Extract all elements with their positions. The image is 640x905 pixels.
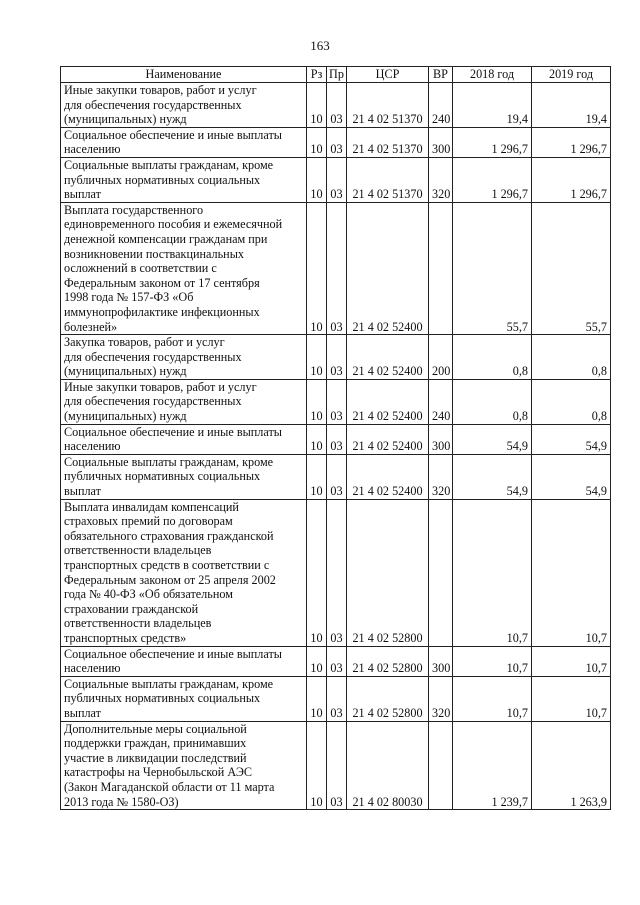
cell-pr: 03 (327, 454, 347, 499)
cell-2018: 1 296,7 (453, 157, 532, 202)
budget-table (60, 66, 611, 810)
cell-2018: 1 296,7 (453, 127, 532, 157)
cell-2019: 1 263,9 (532, 721, 611, 810)
cell-pr: 03 (327, 83, 347, 128)
header-2018: 2018 год (453, 67, 532, 83)
cell-2018: 19,4 (453, 83, 532, 128)
cell-2019: 0,8 (532, 335, 611, 380)
header-vr: ВР (429, 67, 453, 83)
cell-rz: 10 (307, 335, 327, 380)
cell-rz: 10 (307, 721, 327, 810)
cell-2018: 54,9 (453, 454, 532, 499)
table-row (61, 424, 611, 454)
table-row (61, 379, 611, 424)
cell-2018: 55,7 (453, 202, 532, 334)
cell-2019: 19,4 (532, 83, 611, 128)
page-number: 163 (310, 38, 330, 53)
cell-vr: 320 (429, 454, 453, 499)
table-row (61, 127, 611, 157)
cell-vr: 320 (429, 676, 453, 721)
cell-rz: 10 (307, 202, 327, 334)
cell-2018: 0,8 (453, 335, 532, 380)
cell-csr: 21 4 02 52800 (347, 646, 429, 676)
cell-vr (429, 202, 453, 334)
cell-csr: 21 4 02 52400 (347, 424, 429, 454)
cell-2018: 10,7 (453, 646, 532, 676)
cell-name: Дополнительные меры социальной поддержки граждан, принимавших участие в ликвидации последствий катастрофы на Чернобыльской АЭС (Закон Магаданской области от 11 марта 2013 года № 1580-ОЗ) (61, 721, 307, 810)
table-row (61, 646, 611, 676)
header-csr: ЦСР (347, 67, 429, 83)
table-body (61, 83, 611, 810)
cell-rz: 10 (307, 127, 327, 157)
cell-csr: 21 4 02 52800 (347, 676, 429, 721)
cell-rz: 10 (307, 424, 327, 454)
cell-name: Социальные выплаты гражданам, кроме публичных нормативных социальных выплат (61, 157, 307, 202)
header-pr: Пр (327, 67, 347, 83)
cell-2019: 54,9 (532, 424, 611, 454)
cell-2018: 10,7 (453, 676, 532, 721)
cell-name: Социальные выплаты гражданам, кроме публичных нормативных социальных выплат (61, 454, 307, 499)
cell-name: Социальное обеспечение и иные выплаты населению (61, 646, 307, 676)
cell-rz: 10 (307, 646, 327, 676)
cell-pr: 03 (327, 127, 347, 157)
table-row (61, 676, 611, 721)
cell-csr: 21 4 02 52400 (347, 202, 429, 334)
header-rz: Рз (307, 67, 327, 83)
cell-2018: 10,7 (453, 499, 532, 646)
cell-2019: 54,9 (532, 454, 611, 499)
cell-pr: 03 (327, 202, 347, 334)
cell-vr: 300 (429, 127, 453, 157)
table-row (61, 157, 611, 202)
cell-name: Закупка товаров, работ и услуг для обеспечения государственных (муниципальных) нужд (61, 335, 307, 380)
cell-pr: 03 (327, 676, 347, 721)
cell-pr: 03 (327, 157, 347, 202)
cell-name: Выплата государственного единовременного пособия и ежемесячной денежной компенсации гражданам при возникновении поствакцинальных осложнений в соответствии с Федеральным законом от 17 сентября 1998 года № 157-ФЗ «Об иммунопрофилактике инфекционных болезней» (61, 202, 307, 334)
cell-2019: 55,7 (532, 202, 611, 334)
table-row (61, 83, 611, 128)
cell-rz: 10 (307, 454, 327, 499)
table-row (61, 335, 611, 380)
cell-vr: 300 (429, 424, 453, 454)
header-row (61, 67, 611, 83)
cell-2018: 0,8 (453, 379, 532, 424)
table-row (61, 499, 611, 646)
cell-2019: 0,8 (532, 379, 611, 424)
table-row (61, 721, 611, 810)
cell-rz: 10 (307, 379, 327, 424)
cell-2019: 1 296,7 (532, 127, 611, 157)
cell-rz: 10 (307, 83, 327, 128)
cell-name: Социальные выплаты гражданам, кроме публичных нормативных социальных выплат (61, 676, 307, 721)
cell-2018: 54,9 (453, 424, 532, 454)
cell-pr: 03 (327, 646, 347, 676)
cell-csr: 21 4 02 52800 (347, 499, 429, 646)
cell-pr: 03 (327, 424, 347, 454)
cell-name: Иные закупки товаров, работ и услуг для обеспечения государственных (муниципальных) нужд (61, 379, 307, 424)
cell-pr: 03 (327, 721, 347, 810)
cell-csr: 21 4 02 51370 (347, 83, 429, 128)
cell-csr: 21 4 02 52400 (347, 335, 429, 380)
header-name: Наименование (61, 67, 307, 83)
cell-pr: 03 (327, 379, 347, 424)
cell-csr: 21 4 02 52400 (347, 379, 429, 424)
cell-vr: 240 (429, 83, 453, 128)
cell-2019: 10,7 (532, 676, 611, 721)
cell-rz: 10 (307, 499, 327, 646)
cell-vr (429, 721, 453, 810)
table-row (61, 202, 611, 334)
cell-vr: 240 (429, 379, 453, 424)
cell-vr: 200 (429, 335, 453, 380)
header-2019: 2019 год (532, 67, 611, 83)
cell-vr (429, 499, 453, 646)
cell-2019: 10,7 (532, 646, 611, 676)
table-row (61, 454, 611, 499)
cell-pr: 03 (327, 335, 347, 380)
cell-name: Социальное обеспечение и иные выплаты населению (61, 424, 307, 454)
cell-vr: 320 (429, 157, 453, 202)
cell-name: Выплата инвалидам компенсаций страховых премий по договорам обязательного страхования гражданской ответственности владельцев транспортных средств в соответствии с Федеральным законом от 25 апреля 2002 года № 40-ФЗ «Об обязательном страховании гражданской ответственности владельцев транспортных средств» (61, 499, 307, 646)
cell-csr: 21 4 02 51370 (347, 127, 429, 157)
cell-2019: 10,7 (532, 499, 611, 646)
cell-rz: 10 (307, 676, 327, 721)
cell-csr: 21 4 02 51370 (347, 157, 429, 202)
cell-csr: 21 4 02 52400 (347, 454, 429, 499)
cell-vr: 300 (429, 646, 453, 676)
cell-name: Иные закупки товаров, работ и услуг для обеспечения государственных (муниципальных) нужд (61, 83, 307, 128)
cell-rz: 10 (307, 157, 327, 202)
cell-pr: 03 (327, 499, 347, 646)
cell-2018: 1 239,7 (453, 721, 532, 810)
cell-name: Социальное обеспечение и иные выплаты населению (61, 127, 307, 157)
cell-csr: 21 4 02 80030 (347, 721, 429, 810)
cell-2019: 1 296,7 (532, 157, 611, 202)
